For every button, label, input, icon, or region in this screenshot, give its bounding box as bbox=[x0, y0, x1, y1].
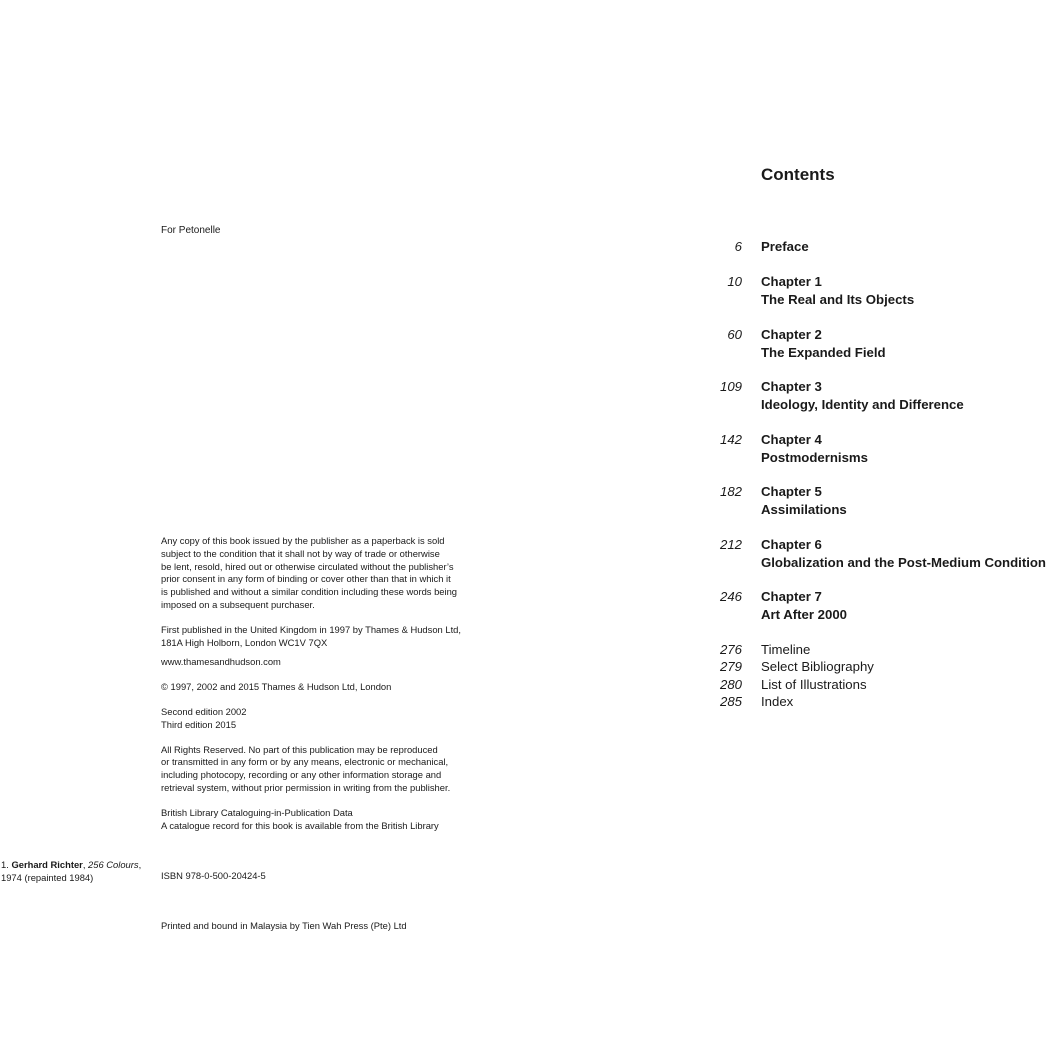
toc-chapter-label: Chapter 6 bbox=[761, 537, 822, 552]
imprint-line: Any copy of this book issued by the publisher as a paperback is sold bbox=[161, 535, 445, 546]
imprint-line: British Library Cataloguing-in-Publication Data bbox=[161, 806, 353, 818]
toc-chapter-label: Chapter 3 bbox=[761, 379, 822, 394]
imprint-editions bbox=[161, 706, 461, 732]
toc-page-number: 109 bbox=[719, 379, 742, 394]
caption-artist: Gerhard Richter bbox=[11, 859, 83, 870]
toc-page-number: 212 bbox=[719, 537, 742, 552]
imprint-line: be lent, resold, hired out or otherwise circulated without the publisher’s bbox=[161, 560, 454, 572]
contents-title: Contents bbox=[761, 165, 835, 184]
toc-entry-title bbox=[761, 378, 964, 413]
toc-chapter-label: Chapter 1 bbox=[761, 274, 822, 289]
toc-page-number: 10 bbox=[727, 274, 742, 289]
illustration-caption bbox=[1, 859, 141, 885]
toc-page-number: 142 bbox=[719, 432, 742, 447]
edition-line: Third edition 2015 bbox=[161, 718, 237, 730]
imprint-printed bbox=[161, 920, 461, 933]
imprint-isbn bbox=[161, 844, 461, 908]
imprint-line: prior consent in any form of binding or cover other than that in which it bbox=[161, 573, 451, 585]
toc-page-number: 246 bbox=[719, 589, 742, 604]
imprint-line: including photocopy, recording or any other information storage and bbox=[161, 769, 442, 781]
toc-page-number: 285 bbox=[719, 694, 742, 709]
imprint-line: or transmitted in any form or by any means, electronic or mechanical, bbox=[161, 756, 449, 768]
imprint-block bbox=[161, 535, 461, 933]
edition-line: Second edition 2002 bbox=[161, 705, 247, 717]
imprint-cataloguing bbox=[161, 807, 461, 833]
caption-line-2: 1974 (repainted 1984) bbox=[1, 871, 94, 883]
toc-page-number: 280 bbox=[719, 677, 742, 692]
copyright-text: © 1997, 2002 and 2015 Thames & Hudson Ltd, London bbox=[161, 681, 392, 693]
toc-entry-title bbox=[761, 536, 1046, 571]
imprint-line: A catalogue record for this book is available from the British Library bbox=[161, 819, 439, 831]
isbn-text: ISBN 978-0-500-20424-5 bbox=[161, 869, 266, 881]
toc-page-number: 279 bbox=[719, 659, 742, 674]
imprint-first-published bbox=[161, 624, 461, 650]
imprint-line: retrieval system, without prior permission in writing from the publisher. bbox=[161, 781, 451, 793]
imprint-line: All Rights Reserved. No part of this publication may be reproduced bbox=[161, 743, 438, 755]
toc-page-number: 60 bbox=[727, 327, 742, 342]
printed-text: Printed and bound in Malaysia by Tien Wah Press (Pte) Ltd bbox=[161, 920, 407, 932]
imprint-line: is published and without a similar condition including these words being bbox=[161, 586, 458, 598]
toc-back-title: Timeline bbox=[761, 642, 811, 657]
toc-chapter-label: Chapter 7 bbox=[761, 589, 822, 604]
imprint-line: subject to the condition that it shall not by way of trade or otherwise bbox=[161, 547, 440, 559]
toc-entry-title bbox=[761, 588, 847, 623]
imprint-line: imposed on a subsequent purchaser. bbox=[161, 598, 315, 610]
toc-entry-title bbox=[761, 326, 886, 361]
imprint-condition bbox=[161, 535, 461, 612]
toc-chapter-title: Globalization and the Post-Medium Condition bbox=[761, 554, 1046, 570]
imprint-copyright bbox=[161, 681, 461, 694]
caption-comma: , bbox=[138, 859, 142, 870]
toc-chapter-title: Postmodernisms bbox=[761, 449, 868, 465]
website-text: www.thamesandhudson.com bbox=[161, 656, 281, 668]
toc-page-number: 182 bbox=[719, 484, 742, 499]
toc-chapter-label: Chapter 4 bbox=[761, 432, 822, 447]
toc-entry-title bbox=[761, 483, 847, 518]
toc-chapter-title: Art After 2000 bbox=[761, 606, 847, 622]
toc-chapter-title: Assimilations bbox=[761, 501, 847, 517]
toc-chapter-title: The Real and Its Objects bbox=[761, 291, 915, 307]
toc-back-title: List of Illustrations bbox=[761, 677, 867, 692]
toc-entry-title bbox=[761, 431, 868, 466]
caption-number: 1. bbox=[1, 859, 9, 870]
toc-entry-title bbox=[761, 273, 914, 308]
toc-line: Preface bbox=[761, 239, 809, 254]
toc-chapter-label: Chapter 5 bbox=[761, 484, 822, 499]
toc-page-number: 276 bbox=[719, 642, 742, 657]
caption-line-1: 1. Gerhard Richter, 256 Colours, bbox=[1, 859, 142, 870]
imprint-website bbox=[161, 656, 461, 669]
toc-chapter-title: The Expanded Field bbox=[761, 344, 886, 360]
toc-chapter-label: Chapter 2 bbox=[761, 327, 822, 342]
toc-back-title: Select Bibliography bbox=[761, 659, 874, 674]
imprint-line: 181A High Holborn, London WC1V 7QX bbox=[161, 636, 328, 648]
caption-title: 256 Colours bbox=[88, 859, 139, 870]
imprint-line: First published in the United Kingdom in 1997 by Thames & Hudson Ltd, bbox=[161, 623, 461, 635]
imprint-rights bbox=[161, 744, 461, 795]
toc-back-title: Index bbox=[761, 694, 794, 709]
dedication: For Petonelle bbox=[161, 225, 221, 236]
toc-entry-title bbox=[761, 238, 809, 256]
toc-page-number: 6 bbox=[734, 239, 742, 254]
toc-chapter-title: Ideology, Identity and Difference bbox=[761, 396, 964, 412]
